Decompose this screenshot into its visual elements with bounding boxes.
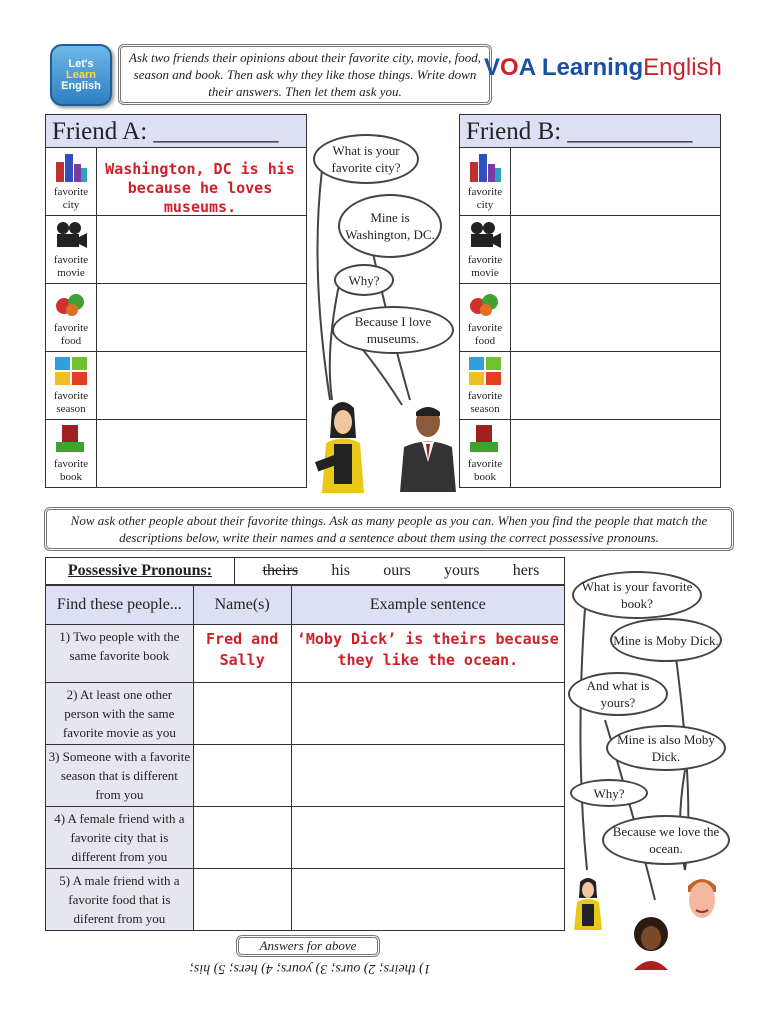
sentence-cell[interactable] xyxy=(291,745,564,807)
category-label: favorite movie xyxy=(467,254,503,279)
answers-upside-down: 1) theirs; 2) ours; 3) yours; 4) hers; 5) his; xyxy=(189,961,431,976)
man-character-icon xyxy=(398,402,458,492)
pronoun-his: his xyxy=(331,562,350,579)
category-cell xyxy=(46,352,97,419)
logo-text-english: English xyxy=(61,79,101,92)
sentence-cell[interactable] xyxy=(291,683,564,745)
category-label: favorite season xyxy=(467,390,503,415)
table-row xyxy=(46,683,565,745)
friend-a-row[interactable] xyxy=(45,284,307,352)
bubble-why-2: Why? xyxy=(570,779,648,807)
pronoun-ours: ours xyxy=(383,562,411,579)
question-cell: 4) A female friend with a favorite city that is different from you xyxy=(46,807,194,869)
table-row xyxy=(46,625,565,683)
table-row xyxy=(46,807,565,869)
question-cell: 5) A male friend with a favorite food that is diferent from you xyxy=(46,869,194,931)
name-cell[interactable]: Fred and Sally xyxy=(193,625,291,683)
friend-b-panel xyxy=(459,114,721,488)
friend-a-title[interactable]: Friend A: __________ xyxy=(45,114,307,148)
curly-hair-woman-icon xyxy=(630,916,672,970)
red-hair-man-icon xyxy=(682,874,722,930)
name-cell[interactable] xyxy=(193,745,291,807)
table-header-row xyxy=(46,586,565,625)
logo-text-learn: Learn xyxy=(66,68,96,81)
bubble-what-book: What is your favorite book? xyxy=(572,571,702,619)
friend-a-city-answer[interactable]: Washington, DC is his because he loves museums. xyxy=(105,160,295,216)
people-table xyxy=(45,585,565,931)
logo-text-lets: Let's xyxy=(68,57,94,70)
pronoun-title: Possessive Pronouns: xyxy=(46,558,235,584)
city-icon xyxy=(468,152,502,182)
book-icon xyxy=(468,424,502,454)
instructions-scroll xyxy=(118,44,492,105)
brand-a: A xyxy=(518,54,536,81)
question-cell: 3) Someone with a favorite season that is different from you xyxy=(46,745,194,807)
friend-b-row[interactable] xyxy=(459,216,721,284)
col-header-find: Find these people... xyxy=(46,586,194,625)
food-icon xyxy=(54,288,88,318)
bubble-mine-moby: Mine is Moby Dick. xyxy=(610,618,722,662)
name-cell[interactable] xyxy=(193,869,291,931)
seasons-icon xyxy=(54,356,88,386)
woman-character-icon xyxy=(312,398,372,493)
food-icon xyxy=(468,288,502,318)
movie-camera-icon xyxy=(54,220,88,250)
brand-o: O xyxy=(500,54,519,81)
bubble-what-city: What is your favorite city? xyxy=(313,134,419,184)
sentence-cell[interactable] xyxy=(291,807,564,869)
friend-a-row[interactable] xyxy=(45,216,307,284)
pronoun-list xyxy=(246,558,556,584)
lets-learn-english-logo xyxy=(50,44,112,106)
friend-b-row[interactable] xyxy=(459,148,721,216)
book-icon xyxy=(54,424,88,454)
category-cell xyxy=(46,148,97,215)
pronoun-hers: hers xyxy=(512,562,540,579)
bubble-because-ocean: Because we love the ocean. xyxy=(602,815,730,865)
category-label: favorite season xyxy=(53,390,89,415)
instructions-text: Ask two friends their opinions about their favorite city, movie, food, season and book. Then ask why they like those things. Write down their answers. Then let them ask you. xyxy=(128,50,482,99)
friend-b-row[interactable] xyxy=(459,284,721,352)
name-cell[interactable] xyxy=(193,683,291,745)
people-instructions-scroll xyxy=(44,507,734,551)
category-cell xyxy=(46,284,97,351)
answers-label-scroll xyxy=(236,935,380,957)
friend-b-title[interactable]: Friend B: __________ xyxy=(459,114,721,148)
brand-english: English xyxy=(643,54,722,81)
answers-label: Answers for above xyxy=(259,938,357,953)
bubble-mine-also: Mine is also Moby Dick. xyxy=(606,725,726,771)
category-label: favorite book xyxy=(53,458,89,483)
col-header-names: Name(s) xyxy=(193,586,291,625)
bubble-what-yours: And what is yours? xyxy=(568,672,668,716)
category-cell xyxy=(46,420,97,487)
people-instructions-text: Now ask other people about their favorite things. Ask as many people as you can. When you find the people that match the descriptions below, write their names and a sentence about them using the correct possessive pronouns. xyxy=(70,513,708,545)
movie-camera-icon xyxy=(468,220,502,250)
brand-learning: Learning xyxy=(541,54,644,81)
pronoun-yours: yours xyxy=(443,562,480,579)
sentence-cell[interactable] xyxy=(291,869,564,931)
bubble-because-museums: Because I love museums. xyxy=(332,306,454,354)
friend-b-row[interactable] xyxy=(459,420,721,488)
friend-a-row[interactable] xyxy=(45,420,307,488)
col-header-sentence: Example sentence xyxy=(291,586,564,625)
city-icon xyxy=(54,152,88,182)
category-label: favorite food xyxy=(53,322,89,347)
brand-v: V xyxy=(484,54,501,81)
bubble-why: Why? xyxy=(334,264,394,296)
small-woman-icon xyxy=(568,876,608,930)
sentence-cell[interactable]: ‘Moby Dick’ is theirs because they like the ocean. xyxy=(291,625,564,683)
table-row xyxy=(46,869,565,931)
category-label: favorite city xyxy=(467,186,503,211)
question-cell: 1) Two people with the same favorite book xyxy=(46,625,194,683)
pronoun-theirs: theirs xyxy=(262,562,299,579)
name-cell[interactable] xyxy=(193,807,291,869)
voa-learning-english-logo xyxy=(484,54,722,82)
category-label: favorite food xyxy=(467,322,503,347)
table-row xyxy=(46,745,565,807)
category-cell xyxy=(46,216,97,283)
question-cell: 2) At least one other person with the same favorite movie as you xyxy=(46,683,194,745)
category-label: favorite book xyxy=(467,458,503,483)
friend-b-row[interactable] xyxy=(459,352,721,420)
pronoun-bar xyxy=(45,557,565,585)
bubble-mine-washington: Mine is Washington, DC. xyxy=(338,194,442,258)
friend-a-row[interactable] xyxy=(45,352,307,420)
seasons-icon xyxy=(468,356,502,386)
category-label: favorite movie xyxy=(53,254,89,279)
category-label: favorite city xyxy=(53,186,89,211)
